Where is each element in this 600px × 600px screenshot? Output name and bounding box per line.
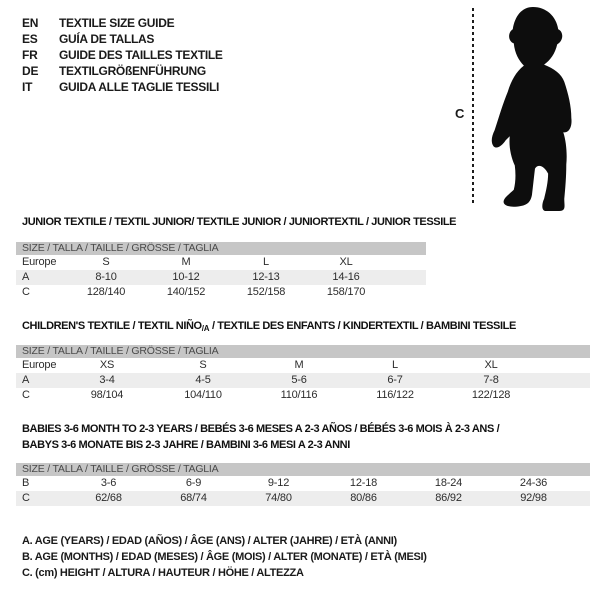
row-label: C: [22, 286, 30, 298]
table-row-europe: [16, 255, 426, 270]
cell: XS: [99, 359, 115, 371]
language-title: GUÍA DE TALLAS: [59, 32, 155, 46]
cell: 18-24: [434, 477, 463, 489]
language-code: FR: [22, 48, 38, 62]
children-table-title: [22, 320, 516, 333]
cell: M: [294, 359, 304, 371]
cell: 8-10: [95, 271, 117, 283]
cell: L: [392, 359, 398, 371]
table-row-height: [16, 285, 426, 300]
height-measure-dashed-line: [472, 8, 474, 206]
cell: 116/122: [376, 389, 414, 401]
table-row-height: [16, 388, 590, 403]
language-title: GUIDA ALLE TAGLIE TESSILI: [59, 80, 220, 94]
title-text: CHILDREN'S TEXTILE / TEXTIL NIÑO: [22, 320, 202, 332]
legend-height: C. (cm) HEIGHT / ALTURA / HAUTEUR / HÖHE / ALTEZZA: [22, 567, 304, 579]
language-row-en: [22, 15, 223, 31]
table-row-age: [16, 373, 590, 388]
cell: 92/98: [520, 492, 547, 504]
row-label: A: [22, 374, 30, 386]
size-header-bar: SIZE / TALLA / TAILLE / GRÖSSE / TAGLIA: [16, 463, 590, 476]
cell: 12-13: [252, 271, 280, 283]
table-row-height: [16, 491, 590, 506]
cell: 158/170: [326, 286, 366, 298]
language-title: GUIDE DES TAILLES TEXTILE: [59, 48, 223, 62]
language-title: TEXTILE SIZE GUIDE: [59, 16, 175, 30]
cell: 62/68: [95, 492, 122, 504]
children-size-table: [16, 345, 590, 403]
table-row-age: [16, 270, 426, 285]
babies-table-title-line1: BABIES 3-6 MONTH TO 2-3 YEARS / BEBÉS 3-6 MESES A 2-3 AÑOS / BÉBÉS 3-6 MOIS À 2-3 ANS /: [22, 423, 500, 435]
toddler-silhouette-image: [484, 5, 588, 212]
language-code: IT: [22, 80, 33, 94]
size-header-bar: SIZE / TALLA / TAILLE / GRÖSSE / TAGLIA: [16, 242, 426, 255]
cell: 104/110: [184, 389, 222, 401]
junior-table-title: JUNIOR TEXTILE / TEXTIL JUNIOR/ TEXTILE JUNIOR / JUNIORTEXTIL / JUNIOR TESSILE: [22, 216, 457, 228]
row-label: Europe: [22, 256, 57, 268]
language-code: DE: [22, 64, 39, 78]
cell: 74/80: [265, 492, 292, 504]
cell: S: [102, 256, 110, 268]
legend-age-years: A. AGE (YEARS) / EDAD (AÑOS) / ÂGE (ANS) / ALTER (JAHRE) / ETÀ (ANNI): [22, 535, 397, 547]
cell: 3-4: [99, 374, 115, 386]
cell: 68/74: [180, 492, 207, 504]
cell: 80/86: [350, 492, 377, 504]
cell: 152/158: [246, 286, 286, 298]
babies-table-title-line2: BABYS 3-6 MONATE BIS 2-3 JAHRE / BAMBINI 3-6 MESI A 2-3 ANNI: [22, 439, 350, 451]
legend-age-months: B. AGE (MONTHS) / EDAD (MESES) / ÂGE (MOIS) / ALTER (MONATE) / ETÀ (MESI): [22, 551, 427, 563]
language-row-de: [22, 63, 223, 79]
row-label: Europe: [22, 359, 57, 371]
title-subscript: /A: [201, 324, 210, 333]
cell: 122/128: [471, 389, 511, 401]
cell: 6-7: [387, 374, 403, 386]
junior-size-table: [16, 242, 426, 300]
cell: 140/152: [166, 286, 206, 298]
cell: 12-18: [349, 477, 378, 489]
height-measure-label: C: [455, 106, 465, 121]
title-text: / TEXTILE DES ENFANTS / KINDERTEXTIL / BAMBINI TESSILE: [209, 320, 516, 332]
babies-size-table: [16, 463, 590, 506]
language-code: ES: [22, 32, 38, 46]
cell: 110/116: [280, 389, 318, 401]
table-row-europe: [16, 358, 590, 373]
cell: XL: [339, 256, 353, 268]
cell: 10-12: [172, 271, 200, 283]
cell: 24-36: [519, 477, 548, 489]
language-title-list: [22, 15, 223, 95]
cell: 7-8: [483, 374, 499, 386]
cell: 86/92: [435, 492, 462, 504]
cell: L: [263, 256, 269, 268]
cell: 6-9: [185, 477, 202, 489]
table-row-months: [16, 476, 590, 491]
row-label: C: [22, 389, 30, 401]
row-label: B: [22, 477, 30, 489]
language-title: TEXTILGRÖßENFÜHRUNG: [59, 64, 206, 78]
cell: 128/140: [86, 286, 126, 298]
legend-block: [22, 533, 427, 581]
cell: XL: [484, 359, 498, 371]
cell: S: [199, 359, 207, 371]
language-code: EN: [22, 16, 39, 30]
cell: 4-5: [195, 374, 211, 386]
cell: 3-6: [100, 477, 117, 489]
row-label: C: [22, 492, 30, 504]
cell: 98/104: [90, 389, 124, 401]
language-row-es: [22, 31, 223, 47]
language-row-fr: [22, 47, 223, 63]
cell: 5-6: [291, 374, 307, 386]
cell: M: [181, 256, 191, 268]
size-header-bar: SIZE / TALLA / TAILLE / GRÖSSE / TAGLIA: [16, 345, 590, 358]
row-label: A: [22, 271, 30, 283]
cell: 9-12: [267, 477, 290, 489]
cell: 14-16: [332, 271, 360, 283]
language-row-it: [22, 79, 223, 95]
